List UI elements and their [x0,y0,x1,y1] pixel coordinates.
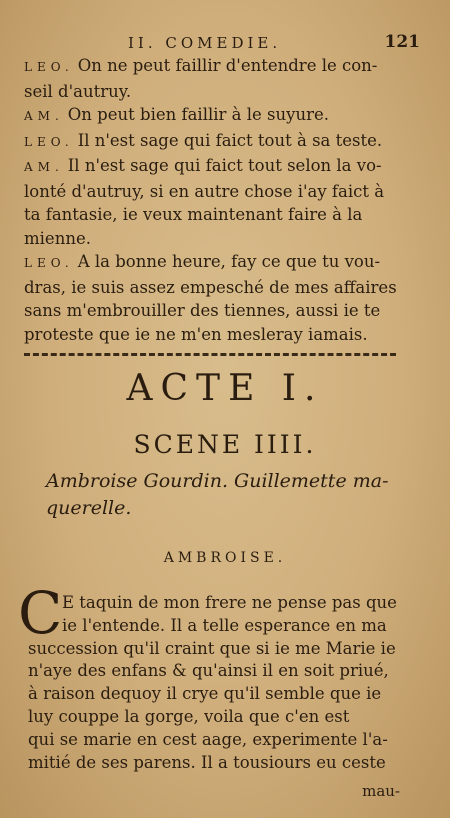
scene-title: SCENE IIII. [133,430,317,459]
dialogue-line [24,227,404,251]
cast-line: Ambroise Gourdin. Guillemette ma- [46,470,389,492]
speaker-heading: AMBROISE. [163,550,287,566]
cast-list [46,468,416,522]
dialogue-line [24,129,404,155]
dialogue-line [24,299,404,323]
running-head: II. COMEDIE. [128,34,282,52]
line-text: Il n'est sage qui faict tout à sa teste. [77,130,383,150]
body-line: à raison dequoy il crye qu'il semble que ie [28,684,382,704]
cast-line: querelle. [46,497,132,519]
page-header [0,34,450,56]
speaker-abbrev: AM. [24,109,64,123]
act-title: ACTE I. [126,368,324,409]
speaker-abbrev: LEO. [24,60,74,74]
line-text: sans m'embrouiller des tiennes, aussi ie te [24,301,381,320]
line-text: A la bonne heure, fay ce que tu vou- [77,252,381,271]
dialogue-line [24,80,404,104]
page-number: 121 [384,32,420,52]
body-line: n'aye des enfans & qu'ainsi il en soit priué, [28,661,389,681]
dialogue-block [24,54,404,346]
dialogue-line [24,276,404,300]
dialogue-line [24,103,404,129]
speaker-abbrev: AM. [24,160,64,174]
line-text: On ne peut faillir d'entendre le con- [77,56,378,75]
dialogue-line [24,54,404,80]
line-text: Il n'est sage qui faict tout selon la vo- [67,156,382,175]
line-text: proteste que ie ne m'en mesleray iamais. [24,324,368,344]
drop-cap: C [18,579,63,647]
line-text: dras, ie suis assez empesché de mes affaires [24,277,397,297]
catchword: mau- [362,782,400,800]
speaker-abbrev: LEO. [24,134,74,149]
body-line: E taquin de mon frere ne pense pas que [62,593,397,612]
speaker-abbrev: LEO. [24,256,74,270]
dialogue-line [24,203,404,227]
line-text: ta fantasie, ie veux maintenant faire à la [24,205,363,224]
line-text: mienne. [24,228,91,248]
body-line: mitié de ses parens. Il a tousiours eu ceste [28,752,386,772]
dialogue-line [24,323,404,347]
dialogue-line [24,250,404,276]
body-line: luy couppe la gorge, voila que c'en est [28,706,350,726]
body-line: succession qu'il craint que si ie me Marie ie [28,638,396,658]
body-line: qui se marie en cest aage, experimente l'a- [28,729,388,749]
body-line: ie l'entende. Il a telle esperance en ma [62,615,387,635]
line-text: On peut bien faillir à le suyure. [67,105,329,124]
speech-body [18,579,400,774]
dialogue-line [24,154,404,180]
dialogue-line [24,180,404,204]
line-text: lonté d'autruy, si en autre chose i'ay faict à [24,181,385,201]
ornamental-rule [24,353,396,359]
line-text: seil d'autruy. [24,81,132,101]
